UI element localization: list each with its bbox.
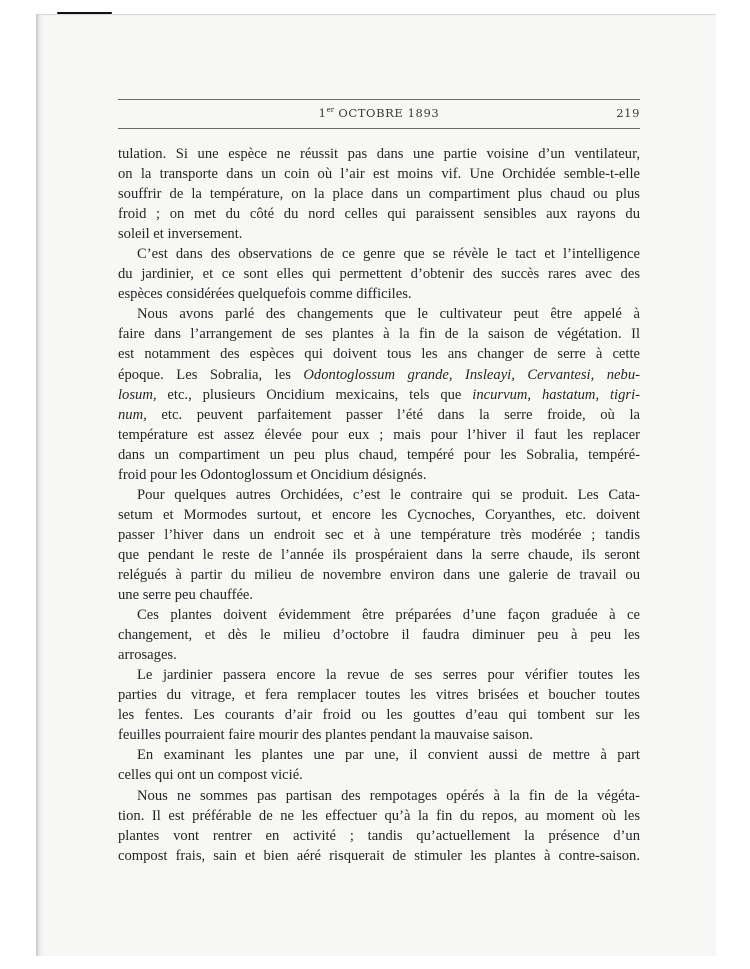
date-month-year: OCTOBRE 1893 [334, 106, 440, 120]
text-line: que pendant le reste de l’année ils prospéraient dans la serre chaude, ils seront [118, 546, 640, 563]
text-line: Ces plantes doivent évidemment être préparées d’une façon graduée à ce [137, 607, 640, 624]
text-line: Nous avons parlé des changements que le cultivateur peut être appelé à [137, 306, 640, 323]
text-line: passer l’hiver dans un endroit sec et à une température très modérée ; tandis [118, 526, 640, 543]
text-line: une serre peu chauffée. [118, 587, 254, 604]
text-line: faire dans l’arrangement de ses plantes à la fin de la saison de végétation. Il [118, 326, 640, 343]
body-text [118, 144, 640, 866]
text-italic-species: Odontoglossum grande, Insleayi, Cervantesi, nebu- [303, 366, 640, 383]
page-header [118, 99, 640, 129]
text-line: température est assez élevée pour eux ; mais pour l’hiver il faut les replacer [118, 426, 640, 443]
text-italic-species: losum, [118, 386, 157, 403]
header-top-rule [118, 99, 640, 100]
text-italic-species: incurvum, hastatum, tigri- [472, 386, 640, 403]
text-italic-species: num, [118, 406, 147, 423]
text-line: arrosages. [118, 647, 177, 664]
date-day-suffix: er [326, 106, 335, 114]
text-line: relégués à partir du milieu de novembre environ dans une galerie de travail ou [118, 566, 640, 583]
text-line: on la transporte dans un coin où l’air est moins vif. Une Orchidée semble-t-elle [118, 166, 640, 183]
text-line: parties du vitrage, et fera remplacer toutes les vitres brisées et boucher toutes [118, 687, 640, 704]
text-roman: etc. peuvent parfaitement passer l’été dans la serre froide, où la [146, 406, 640, 423]
text-line: espèces considérées quelquefois comme difficiles. [118, 286, 412, 303]
text-line: celles qui ont un compost vicié. [118, 767, 303, 784]
text-line: les fentes. Les courants d’air froid ou les gouttes d’eau qui tombent sur les [118, 707, 640, 724]
text-line: dans un compartiment un peu plus chaud, tempéré pour les Sobralia, tempéré- [118, 446, 640, 463]
text-line: En examinant les plantes une par une, il convient aussi de mettre à part [137, 747, 640, 764]
header-bottom-rule [118, 128, 640, 129]
text-roman: époque. Les Sobralia, les [118, 366, 304, 383]
text-line-mixed [118, 405, 640, 425]
text-line: setum et Mormodes surtout, et encore les Cycnoches, Coryanthes, etc. doivent [118, 506, 640, 523]
text-line: du jardinier, et ce sont elles qui permettent d’obtenir des succès rares avec des [118, 266, 640, 283]
text-line: soleil et inversement. [118, 226, 243, 243]
text-roman: etc., plusieurs Oncidium mexicains, tels que [156, 386, 473, 403]
text-line-mixed [118, 385, 640, 405]
text-line: Le jardinier passera encore la revue de ses serres pour vérifier toutes les [137, 667, 640, 684]
text-line: compost frais, sain et bien aéré risquerait de stimuler les plantes à contre-saison. [118, 847, 640, 864]
running-head-date [118, 106, 640, 120]
text-line: plantes vont rentrer en activité ; tandis qu’actuellement la présence d’un [118, 827, 640, 844]
text-line: froid pour les Odontoglossum et Oncidium désignés. [118, 466, 427, 483]
date-day: 1 [318, 106, 327, 120]
text-line: tulation. Si une espèce ne réussit pas dans une partie voisine d’un ventilateur, [118, 146, 640, 162]
text-line: souffrir de la température, on la place dans un compartiment plus chaud ou plus [118, 186, 640, 203]
text-line: froid ; on met du côté du nord celles qui paraissent sensibles aux rayons du [118, 206, 640, 223]
text-line: C’est dans des observations de ce genre que se révèle le tact et l’intelligence [137, 246, 640, 263]
text-line: Nous ne sommes pas partisan des rempotages opérés à la fin de la végéta- [137, 787, 640, 804]
text-line: feuilles pourraient faire mourir des plantes pendant la mauvaise saison. [118, 727, 533, 744]
text-line: changement, et dès le milieu d’octobre il faudra diminuer peu à peu les [118, 627, 640, 644]
page-number: 219 [616, 106, 640, 120]
header-row [118, 104, 640, 124]
text-line-mixed [118, 365, 640, 385]
text-line: Pour quelques autres Orchidées, c’est le contraire qui se produit. Les Cata- [137, 486, 640, 503]
text-line: tion. Il est préférable de ne les effectuer qu’à la fin du repos, au moment où les [118, 807, 640, 824]
text-line: est notamment des espèces qui doivent tous les ans changer de serre à cette [118, 346, 640, 363]
